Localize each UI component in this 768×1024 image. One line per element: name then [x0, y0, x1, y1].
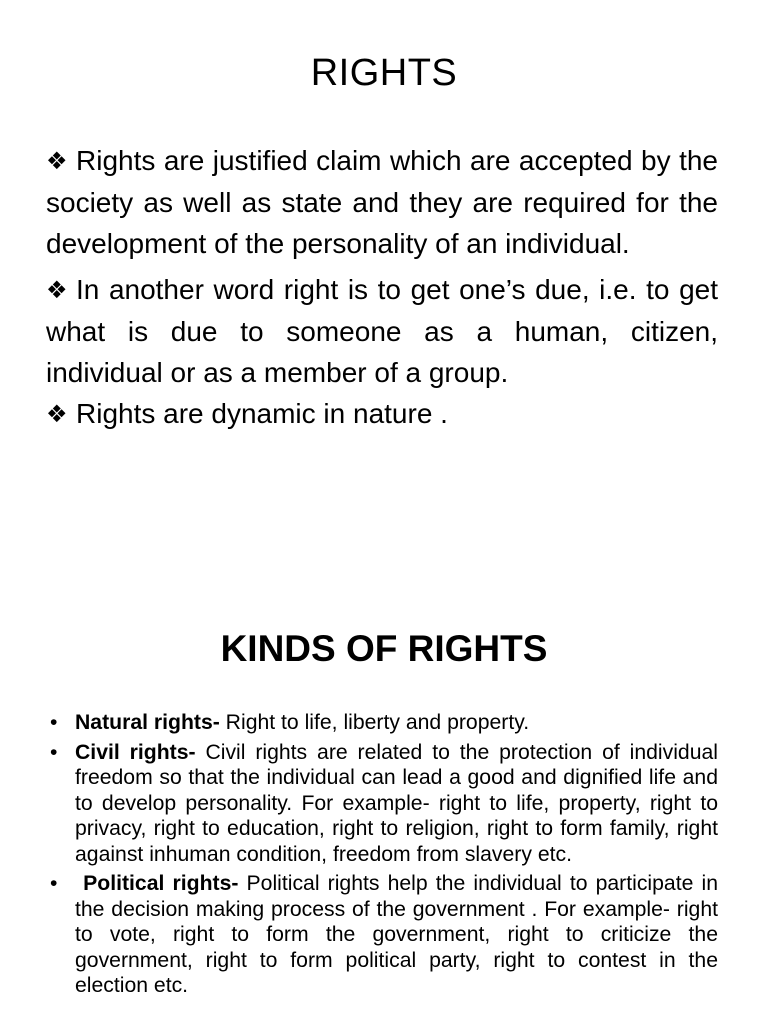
item-term: Political rights-: [83, 872, 239, 895]
item-text: Right to life, liberty and property.: [219, 711, 530, 734]
slide-rights: [0, 0, 768, 500]
slide-title: RIGHTS: [310, 52, 458, 94]
bullet-dot-icon: •: [50, 872, 58, 895]
slide-title: KINDS OF RIGHTS: [220, 628, 548, 669]
list-item: [46, 710, 718, 736]
item-term: Civil rights-: [75, 740, 196, 764]
list-item: [46, 269, 718, 393]
list-item: [46, 871, 718, 999]
item-text: Political rights help the individual to participate in the decision making process of the government . For example- right to vote, right to form the government, right to criticize the government, right to form political party, right to contest in the election etc.: [75, 872, 718, 997]
slide-kinds-of-rights: [0, 600, 768, 1024]
bullet-dot-icon: •: [50, 740, 58, 764]
bullet-dot-icon: •: [50, 711, 58, 734]
point-text: Rights are dynamic in nature .: [76, 398, 448, 429]
list-item: [46, 140, 718, 264]
rights-definition-list: [46, 140, 718, 440]
point-text: Rights are justified claim which are accepted by the society as well as state and they are required for the development of the personality of an individual.: [46, 145, 718, 259]
list-item: [46, 393, 718, 435]
kinds-of-rights-list: [46, 710, 718, 1003]
item-term: Natural rights-: [75, 711, 220, 734]
diamond-bullet-icon: ❖: [46, 148, 68, 175]
point-text: In another word right is to get one’s due, i.e. to get what is due to someone as a human, citizen, individual or as a member of a group.: [46, 274, 718, 388]
diamond-bullet-icon: ❖: [46, 401, 68, 428]
diamond-bullet-icon: ❖: [46, 277, 68, 304]
list-item: [46, 740, 718, 868]
item-text: Civil rights are related to the protection of individual freedom so that the individual can lead a good and dignified life and to develop personality. For example- right to life, property, right to privacy, right to education, right to religion, right to form family, right against inhuman condition, freedom from slavery etc.: [75, 740, 718, 866]
